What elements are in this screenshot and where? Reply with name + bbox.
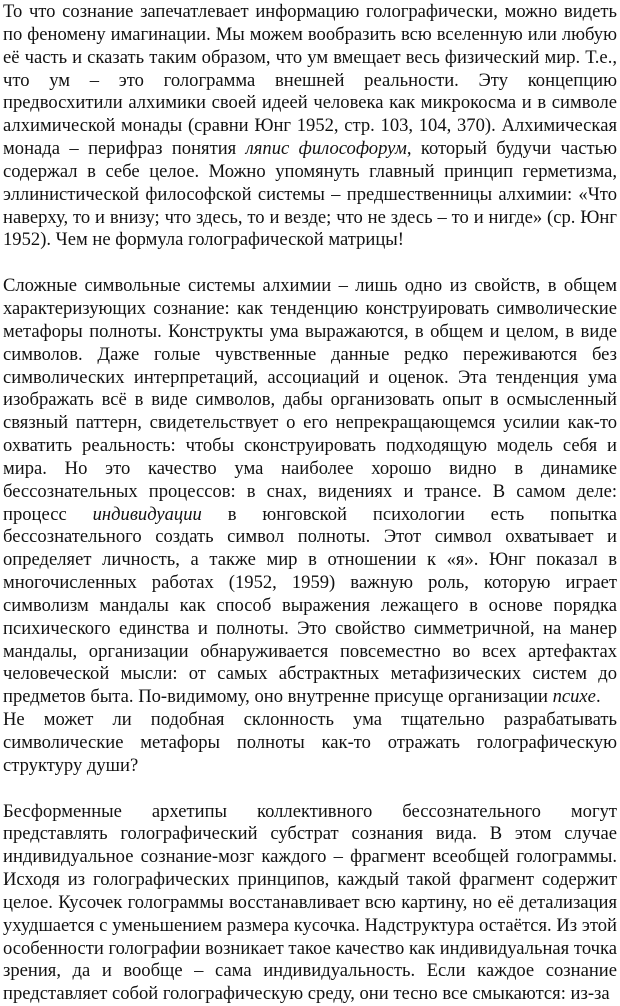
text-run: .: [595, 686, 601, 708]
text-run: , который будучи частью содержал в себе целое. Можно упомянуть главный принцип герметизма, эллинистической философской системы – предшественницы алхимии: «Что наверху, то и внизу; что здесь, то и везде; что не здесь – то и нигде» (ср. Юнг 1952). Чем не формула голографической матрицы!: [3, 138, 617, 251]
paragraph-gap: [3, 778, 617, 801]
italic-term-psyche: психе: [552, 686, 596, 708]
document-page: [3, 1, 617, 1006]
paragraph-archetypes: [3, 801, 617, 1006]
text-run: Не может ли подобная склонность ума тщательно разрабатывать символические метафоры полноты как-то отражать голографическую структуру души?: [3, 709, 617, 776]
italic-term-individuation: индивидуации: [92, 503, 202, 525]
text-run: То что сознание запечатлевает информацию голографически, можно видеть по феномену имагинации. Мы можем вообразить всю вселенную или любую её часть и сказать таким образом, что ум вмещает весь физический мир. Т.е., что ум – это голограмма внешней реальности. Эту концепцию предвосхитили алхимики своей идеей человека как микрокосма и в символе алхимической монады (сравни Юнг 1952, стр. 103, 104, 370). Алхимическая монада – перифраз понятия: [3, 1, 617, 160]
text-run: Сложные символьные системы алхимии – лишь одно из свойств, в общем характеризующих сознание: как тенденцию конструировать символические метафоры полноты. Конструкты ума выражаются, в общем и целом, в виде символов. Даже голые чувственные данные редко переживаются без символических интерпретаций, ассоциаций и оценок. Эта тенденция ума изображать всё в виде символов, дабы организовать опыт в осмысленный связный паттерн, свидетельствует о его непрекращающемся усилии как-то охватить реальность: чтобы сконструировать подходящую модель себя и мира. Но это качество ума наиболее хорошо видно в динамике бессознательных процессов: в снах, видениях и трансе. В самом деле: процесс: [3, 275, 617, 525]
paragraph-question: [3, 709, 617, 778]
italic-term-lapis: ляпис философорум: [245, 138, 407, 160]
paragraph-symbolic-systems: [3, 275, 617, 709]
text-run: в юнговской психологии есть попытка бессознательного создать символ полноты. Этот символ охватывает и определяет личность, а также мир в отношении к «я». Юнг показал в многочисленных работах (1952, 1959) важную роль, которую играет символизм мандалы как способ выражения лежащего в основе порядка психического единства и полноты. Это свойство симметричной, на манер мандалы, организации обнаруживается повсеместно во всех артефактах человеческой мысли: от самых абстрактных метафизических систем до предметов быта. По-видимому, оно внутренне присуще организации: [3, 503, 617, 708]
paragraph-holographic-imagination: [3, 1, 617, 252]
paragraph-gap: [3, 252, 617, 275]
text-run: Бесформенные архетипы коллективного бессознательного могут представлять голографический субстрат сознания вида. В этом случае индивидуальное сознание-мозг каждого – фрагмент всеобщей голограммы. Исходя из голографических принципов, каждый такой фрагмент содержит целое. Кусочек голограммы восстанавливает всю картину, но её детализация ухудшается с уменьшением размера кусочка. Надструктура остаётся. Из этой особенности голографии возникает такое качество как индивидуальная точка зрения, да и вообще – сама индивидуальность. Если каждое сознание представляет собой голографическую среду, они тесно все смыкаются: из-за: [3, 800, 617, 1005]
